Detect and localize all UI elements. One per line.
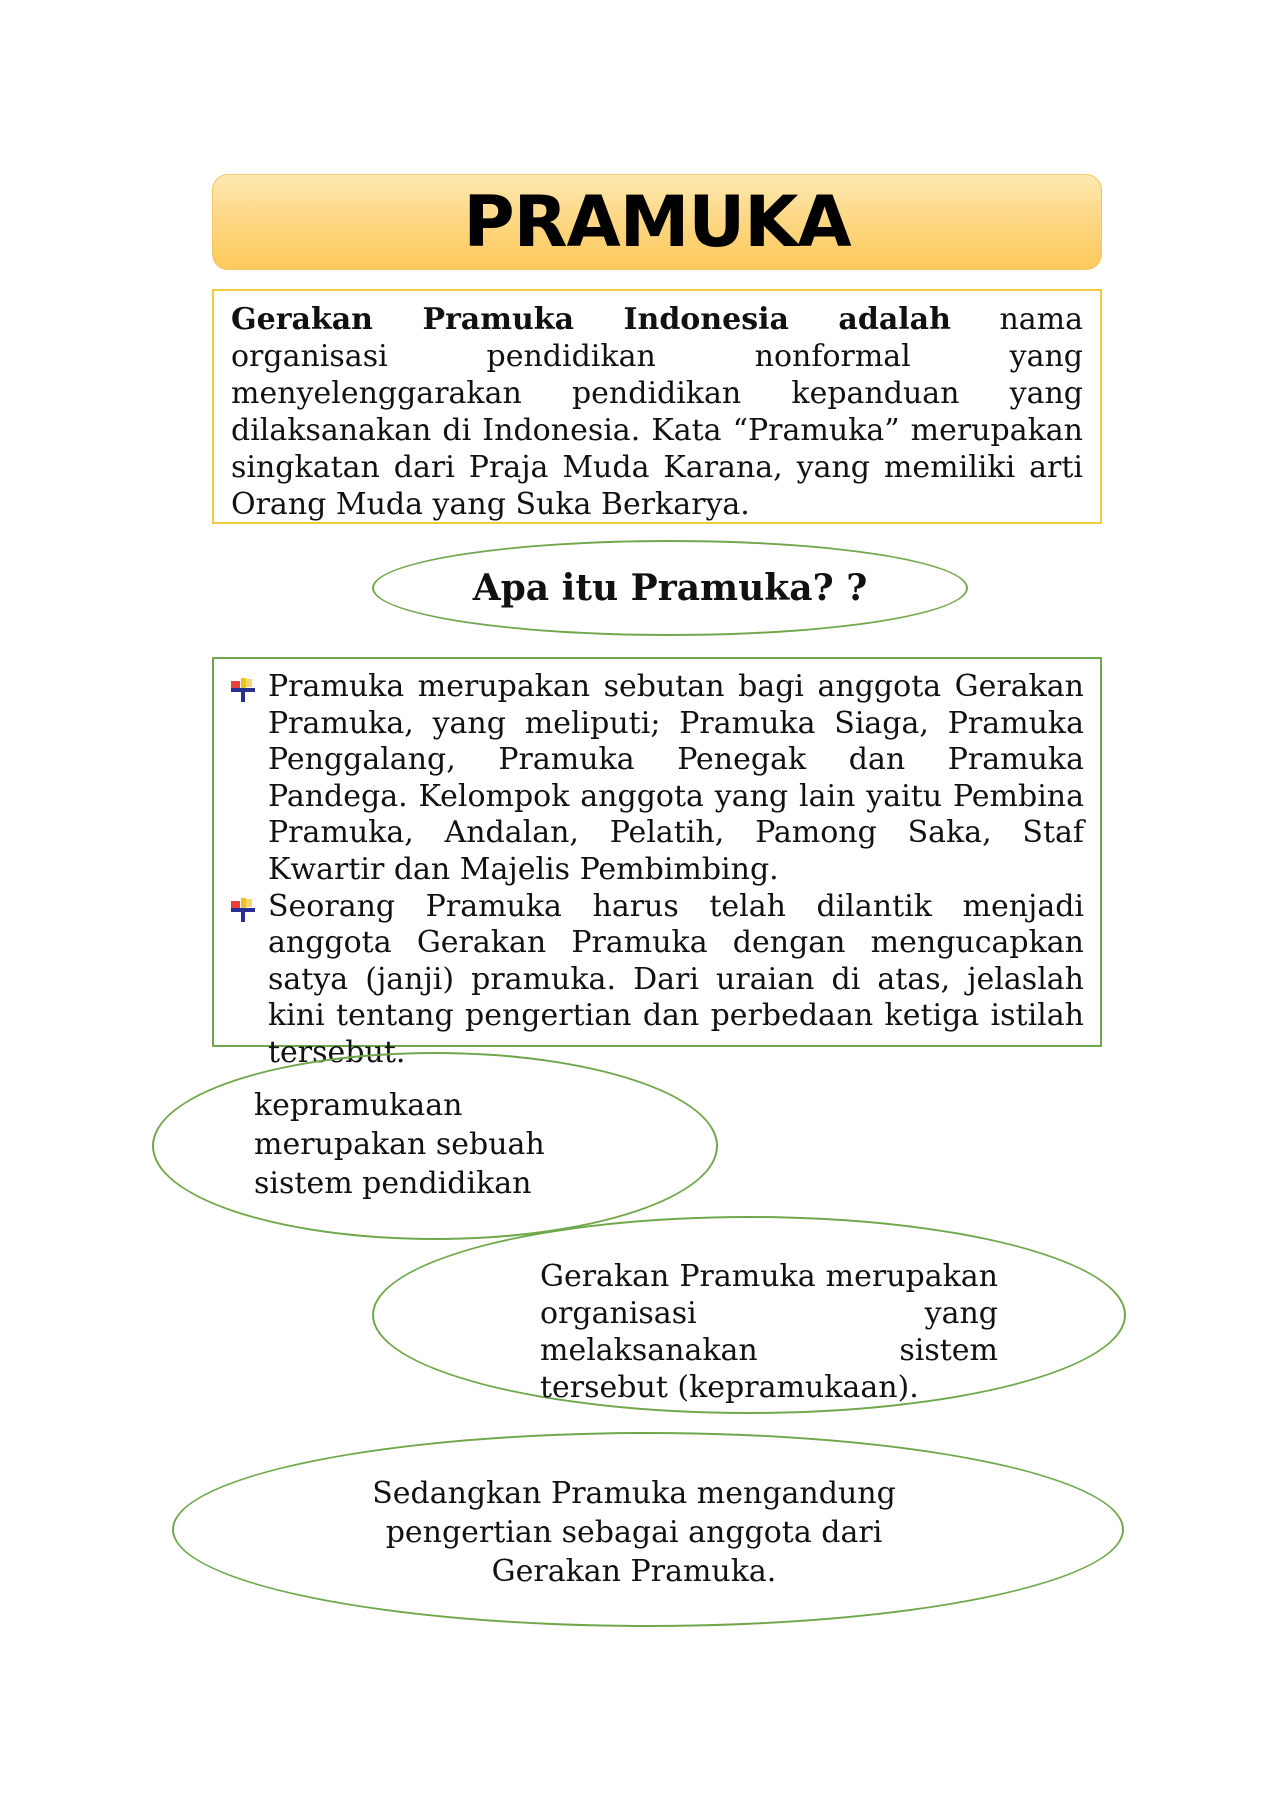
title-banner bbox=[212, 174, 1102, 270]
intro-box bbox=[212, 289, 1102, 524]
list-item-text: Pramuka merupakan sebutan bagi anggota Gerakan Pramuka, yang meliputi; Pramuka Siaga, Pramuka Penggalang, Pramuka Penegak dan Pramuka Pandega. Kelompok anggota yang lain yaitu Pembina Pramuka, Andalan, Pelatih, Pamong Saka, Staf Kwartir dan Majelis Pembimbing. bbox=[268, 669, 1084, 887]
list-item bbox=[228, 669, 1084, 889]
list-item bbox=[228, 889, 1084, 1072]
kepramukaan-ellipse bbox=[152, 1052, 718, 1240]
kepramukaan-definition: kepramukaan merupakan sebuah sistem pendidikan bbox=[254, 1088, 545, 1201]
plus-bullet-icon bbox=[230, 677, 256, 703]
pramuka-ellipse bbox=[172, 1432, 1124, 1627]
intro-body: nama organisasi pendidikan nonformal yang menyelenggarakan pendidikan kepanduan yang dilaksanakan di Indonesia. Kata “Pramuka” merupakan singkatan dari Praja Muda Karana, yang memiliki arti Orang Muda yang Suka Berkarya. bbox=[231, 302, 1083, 522]
question-ellipse bbox=[372, 540, 968, 636]
plus-bullet-icon bbox=[230, 897, 256, 923]
gerakan-pramuka-definition: Gerakan Pramuka merupakan organisasi yang melaksanakan sistem tersebut (kepramukaan). bbox=[540, 1259, 998, 1405]
list-item-text: Seorang Pramuka harus telah dilantik menjadi anggota Gerakan Pramuka dengan mengucapkan satya (janji) pramuka. Dari uraian di atas, jelaslah kini tentang pengertian dan perbedaan ketiga istilah tersebut. bbox=[268, 888, 1084, 1070]
gerakan-pramuka-ellipse bbox=[372, 1216, 1126, 1414]
definition-list-box bbox=[212, 657, 1102, 1070]
pramuka-definition: Sedangkan Pramuka mengandung pengertian sebagai anggota dari Gerakan Pramuka. bbox=[372, 1476, 896, 1589]
page-title: PRAMUKA bbox=[463, 181, 851, 263]
intro-bold-lead: Gerakan Pramuka Indonesia adalah bbox=[231, 302, 951, 337]
intro-paragraph bbox=[231, 301, 1083, 523]
question-heading: Apa itu Pramuka? ? bbox=[472, 567, 868, 609]
